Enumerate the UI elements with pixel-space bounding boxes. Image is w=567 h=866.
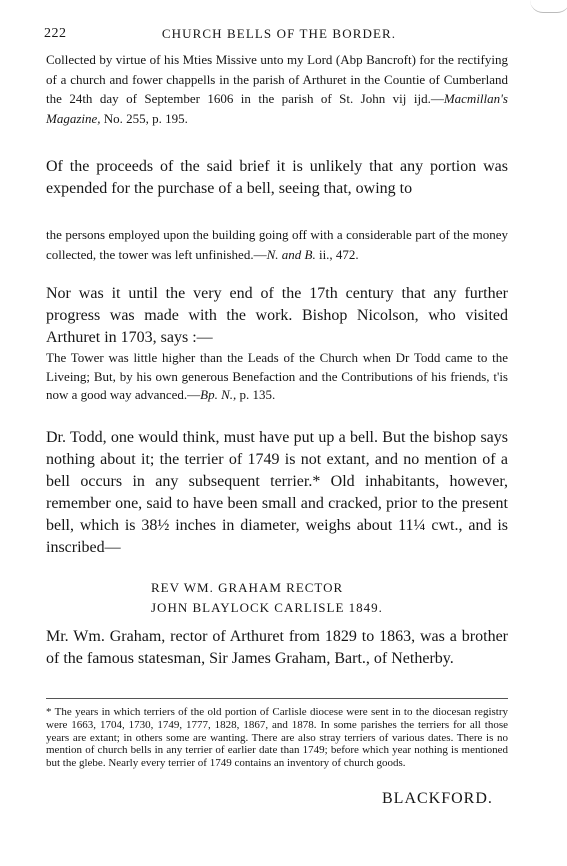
page-corner-mark xyxy=(530,0,567,13)
quote-source-ref: ii., 472. xyxy=(315,246,359,262)
bell-inscription-line-2: JOHN BLAYLOCK CARLISLE 1849. xyxy=(151,600,383,615)
quote-text: The Tower was little higher than the Leads of the Church when Dr Todd came to the Liveing; But, by his own generous Benefaction and the Contributions of his friends, t'is now a good way advanced.— xyxy=(46,350,508,402)
quote-source: N. and B. xyxy=(266,246,316,262)
page-header xyxy=(44,26,514,46)
quote-source: Macmillan's Magazine, xyxy=(46,91,508,126)
quote-text: the persons employed upon the building going off with a considerable part of the money collected, the tower was left unfinished.— xyxy=(46,227,508,262)
quote-source-ref: No. 255, p. 195. xyxy=(100,110,188,126)
body-paragraph-3: Dr. Todd, one would think, must have put up a bell. But the bishop says nothing about it; the terrier of 1749 is not extant, and no mention of a bell occurs in any subsequent terrier.* Old inhabitants, however, remember one, said to have been small and cracked, prior to the present bell, which is 38½ inches in diameter, weighs about 11¼ cwt., and is inscribed— xyxy=(46,429,508,556)
quote-macmillans xyxy=(46,50,508,128)
page-number: 222 xyxy=(44,26,67,41)
bell-inscription-line-1: REV WM. GRAHAM RECTOR xyxy=(151,580,344,595)
quote-source: Bp. N., xyxy=(200,387,237,402)
body-paragraph-4: Mr. Wm. Graham, rector of Arthuret from 1829 to 1863, was a brother of the famous statesman, Sir James Graham, Bart., of Netherby. xyxy=(46,628,508,667)
catchword: BLACKFORD. xyxy=(382,790,493,807)
body-paragraph-2: Nor was it until the very end of the 17th century that any further progress was made with the work. Bishop Nicolson, who visited Arthuret in 1703, says :— xyxy=(46,285,508,346)
quote-source-ref: p. 135. xyxy=(236,387,276,402)
quote-text: Collected by virtue of his Mties Missive unto my Lord (Abp Bancroft) for the rectifying of a church and fower chappells in the parish of Arthuret in the Countie of Cumberland the 24th day of September 1606 in the parish of St. John vij ijd.— xyxy=(46,52,508,106)
body-paragraph-1: Of the proceeds of the said brief it is unlikely that any portion was expended for the purchase of a bell, seeing that, owing to xyxy=(46,158,508,197)
footnote-divider xyxy=(46,698,508,699)
quote-notes-and-queries xyxy=(46,225,508,264)
running-head: CHURCH BELLS OF THE BORDER. xyxy=(161,26,397,41)
quote-bishop-nicolson xyxy=(46,349,508,405)
footnote: * The years in which terriers of the old portion of Carlisle diocese were sent in to the diocesan registry were 1663, 1704, 1730, 1749, 1777, 1828, 1867, and 1878. In some parishes the terriers for all those years are extant; in others some are wanting. There are also stray terriers of various dates. There is no mention of church bells in any terrier of earlier date than 1749; before which year nothing is mentioned but the glebe. Nearly every terrier of 1749 contains an inventory of church goods. xyxy=(46,706,508,770)
